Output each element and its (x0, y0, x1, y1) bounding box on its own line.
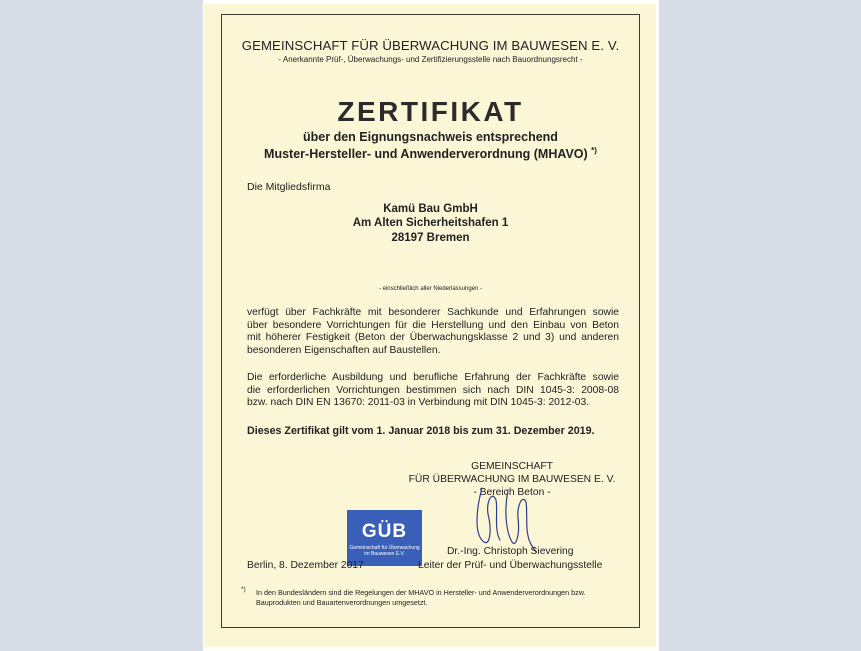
branches-note: - einschließlich aller Niederlassungen - (378, 286, 483, 292)
stamp-caption-line: im Bauwesen E.V. (364, 550, 405, 557)
org-name: GEMEINSCHAFT FÜR ÜBERWACHUNG IM BAUWESEN E. V. (241, 38, 620, 53)
paragraph-line: die erforderlichen Vorrichtungen bestimmen sich nach DIN 1045-3: 2008-08 (247, 384, 619, 396)
signer-title: Leiter der Prüf- und Überwachungsstelle (418, 560, 603, 571)
footnote-line-1: In den Bundesländern sind die Regelungen der MHAVO in Hersteller- und Anwenderverordnungen bzw. (256, 588, 586, 597)
intro-text: Die Mitgliedsfirma (247, 181, 331, 193)
company-city: 28197 Bremen (391, 232, 470, 244)
paragraph-line: verfügt über Fachkräfte mit besonderer Sachkunde und Erfahrungen sowie (247, 307, 619, 318)
paragraph-line: über besondere Vorrichtungen für die Herstellung und den Einbau von Beton (247, 319, 619, 331)
org-subtitle: - Anerkannte Prüf-, Überwachungs- und Zertifizierungsstelle nach Bauordnungsrecht - (278, 55, 583, 64)
validity-statement: Dieses Zertifikat gilt vom 1. Januar 2018 bis zum 31. Dezember 2019. (247, 425, 595, 437)
paragraph-line: mit höherer Festigkeit (Beton der Überwachungsklasse 2 und 3) und anderen (247, 332, 619, 344)
footnote-line-2: Bauprodukten und Bauartenverordnungen umgesetzt. (256, 598, 428, 607)
paragraph-line: bzw. nach DIN EN 13670: 2011-03 in Verbindung mit DIN 1045-3: 2012-03. (247, 397, 590, 409)
certificate-subtitle-2 (221, 146, 640, 161)
issuer-line-2: FÜR ÜBERWACHUNG IM BAUWESEN E. V. (408, 474, 616, 485)
handwritten-signature (468, 480, 548, 555)
gueb-stamp-logo (347, 510, 422, 566)
paragraph-line: besonderen Eigenschaften auf Baustellen. (247, 344, 441, 356)
certificate-subtitle-1: über den Eignungsnachweis entsprechend (303, 130, 558, 144)
subtitle-2-text: Muster-Hersteller- und Anwenderverordnung (MHAVO) (264, 147, 588, 162)
paragraph-line: Die erforderliche Ausbildung und berufliche Erfahrung der Fachkräfte sowie (247, 372, 619, 383)
footnote-mark: *) (241, 586, 246, 593)
place-and-date: Berlin, 8. Dezember 2017 (247, 560, 364, 571)
company-street: Am Alten Sicherheitshafen 1 (352, 217, 509, 229)
signer-name: Dr.-Ing. Christoph Sievering (447, 546, 574, 557)
issuer-line-1: GEMEINSCHAFT (471, 461, 553, 472)
issuer-line-3: - Bereich Beton - (473, 487, 551, 498)
stamp-caption-line: Gemeinschaft für Überwachung (349, 545, 420, 551)
stamp-caption (347, 546, 422, 557)
paragraph-qualification (247, 307, 619, 357)
subtitle-footnote-mark: *) (591, 146, 597, 155)
stamp-logo-text: GÜB (361, 521, 408, 542)
company-name: Kamü Bau GmbH (383, 203, 478, 215)
certificate-title: ZERTIFIKAT (337, 96, 524, 127)
paragraph-requirements (247, 372, 619, 410)
